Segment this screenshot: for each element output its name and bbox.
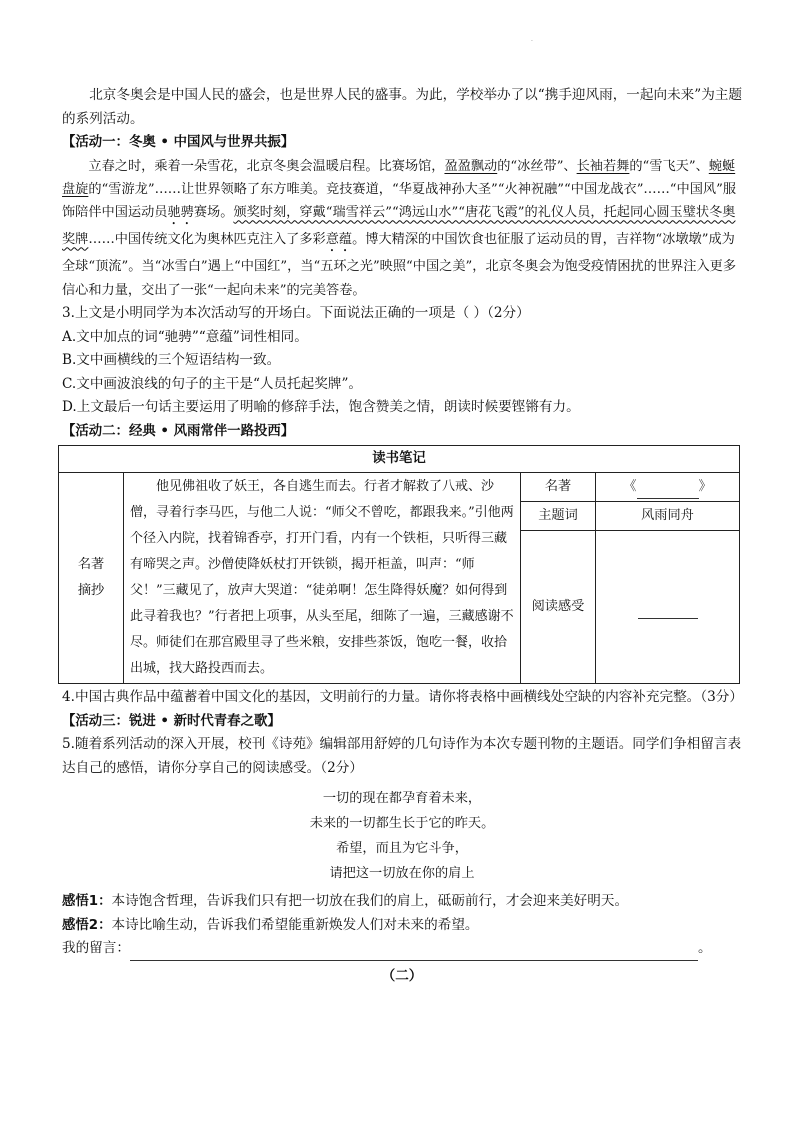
value-theme: 风雨同舟 <box>596 502 740 531</box>
poem-line: 希望，而且为它斗争， <box>336 841 468 857</box>
insight-2-label: 感悟2： <box>62 917 112 933</box>
my-message-label: 我的留言： <box>62 940 130 957</box>
row-label-excerpt <box>59 473 124 684</box>
row-label-text: 名著摘抄 <box>77 557 105 599</box>
my-message-end: 。 <box>697 940 712 957</box>
q3-option-b: B.文中画横线的三个短语结构一致。 <box>62 352 281 369</box>
key-book: 名著 <box>521 473 596 502</box>
activity3-heading: 【活动三：锐进 • 新时代青春之歌】 <box>62 713 281 729</box>
q3-option-d: D.上文最后一句话主要运用了明喻的修辞手法，饱含赞美之情，朗读时候要铿锵有力。 <box>62 399 580 416</box>
insight-1 <box>62 890 742 914</box>
underlined-phrase-3: 蜿蜒盘旋 <box>62 158 736 197</box>
dotted-word-2: 意蕴 <box>325 232 353 248</box>
insight-2-text: 本诗比喻生动，告诉我们希望能重新焕发人们对未来的希望。 <box>111 916 479 933</box>
insight-1-text: 本诗饱含哲理，告诉我们只有把一切放在我们的肩上，砥砺前行，才会迎来美好明天。 <box>111 893 629 910</box>
q4-stem: 4.中国古典作品中蕴蓄着中国文化的基因，文明前行的力量。请你将表格中画横线处空缺的内容补充完整。（3分） <box>62 689 743 706</box>
wavy-sentence: 颁奖时刻，穿戴“瑞雪祥云”“鸿远山水”“唐花飞霞”的礼仪人员，托起同心圆玉璧状冬奥奖牌 <box>62 205 736 248</box>
passage-text: 的“雪飞天”、 <box>629 158 709 174</box>
activity1-heading: 【活动一：冬奥 • 中国风与世界共振】 <box>62 135 295 150</box>
activity2-heading: 【活动二：经典 • 风雨常伴一路投西】 <box>62 423 295 439</box>
scan-dot: . <box>531 36 533 43</box>
passage-text: 。博大精深的中国饮食也征服了运动员的胃，吉祥物“冰墩墩”成为全球“顶流”。当“冰雪白”遇上“中国红”，当“五环之光”映照“中国之美”，北京冬奥会为饱受疫情困扰的世界注入更多信心和力量，交出了一张“一起向未来”的完美答卷。 <box>62 232 737 298</box>
feeling-blank[interactable] <box>638 604 698 619</box>
intro-paragraph: 北京冬奥会是中国人民的盛会，也是世界人民的盛事。为此，学校举办了以“携手迎风雨，一起向未来”为主题的系列活动。 <box>62 87 742 127</box>
table-title: 读书笔记 <box>59 446 740 473</box>
dotted-word-1: 驰骋 <box>167 205 194 221</box>
key-theme: 主题词 <box>521 502 596 531</box>
my-message-input[interactable] <box>130 944 698 961</box>
q3-stem: 3.上文是小明同学为本次活动写的开场白。下面说法正确的一项是（ ）（2分） <box>62 305 530 322</box>
book-title-blank[interactable] <box>637 484 699 499</box>
excerpt-text: 他见佛祖收了妖王，各自逃生而去。行者才解救了八戒、沙僧，寻着行李马匹，与他二人说：“师父不曾吃，都跟我来。”引他两个径入内院，找着锦香亭，打开门看，内有一个铁柜，只听得三藏有啼哭之声。沙僧使降妖杖打开铁锁，揭开柜盖，叫声：“师父！”三藏见了，放声大哭道：“徒弟啊！怎生降得妖魔？如何得到此寻着我也？”行者把上项事，从头至尾，细陈了一遍，三藏感谢不尽。师徒们在那宫殿里寻了些米粮，安排些茶饭，饱吃一餐，收拾出城，找大路投西而去。 <box>130 479 514 677</box>
value-feeling <box>596 531 740 684</box>
poem-line: 未来的一切都生长于它的昨天。 <box>309 816 495 832</box>
poem-line: 请把这一切放在你的肩上 <box>329 866 475 882</box>
poem-line: 一切的现在都孕育着未来， <box>322 791 482 807</box>
underlined-phrase-1: 盈盈飘动 <box>444 158 498 174</box>
book-bracket-right: 》 <box>698 479 712 495</box>
poem <box>62 786 742 886</box>
reading-notes-table <box>58 445 740 684</box>
passage-text: 赛场。 <box>193 205 234 221</box>
my-message <box>62 937 742 961</box>
passage-text: 立春之时，乘着一朵雪花，北京冬奥会温暖启程。比赛场馆， <box>88 158 445 174</box>
underlined-phrase-2: 长袖若舞 <box>576 158 630 174</box>
book-bracket-left: 《 <box>623 479 637 495</box>
key-feeling: 阅读感受 <box>521 531 596 684</box>
insight-1-label: 感悟1： <box>62 894 112 910</box>
q3-option-c: C.文中画波浪线的句子的主干是“人员托起奖牌”。 <box>62 375 363 392</box>
passage-text: 的“冰丝带”、 <box>497 158 577 174</box>
insight-2 <box>62 914 742 938</box>
section-two-heading: （二） <box>381 967 423 984</box>
passage-text: ……中国传统文化为奥林匹克注入了多彩 <box>88 232 326 248</box>
value-book <box>596 473 740 502</box>
excerpt-cell <box>124 473 521 684</box>
q3-option-a: A.文中加点的词“驰骋”“意蕴”词性相同。 <box>62 328 308 345</box>
exam-page <box>62 84 742 988</box>
passage-text: 的“雪游龙”……让世界领略了东方唯美。竞技赛道，“华夏战神孙大圣”“火神祝融”“中国龙战衣”……“中国风”服饰陪伴中国运动员 <box>62 181 737 221</box>
activity1-passage <box>62 155 742 303</box>
q5-stem: 5.随着系列活动的深入开展，校刊《诗苑》编辑部用舒婷的几句诗作为本次专题刊物的主题语。同学们争相留言表达自己的感悟，请你分享自己的阅读感受。（2分） <box>62 736 742 776</box>
